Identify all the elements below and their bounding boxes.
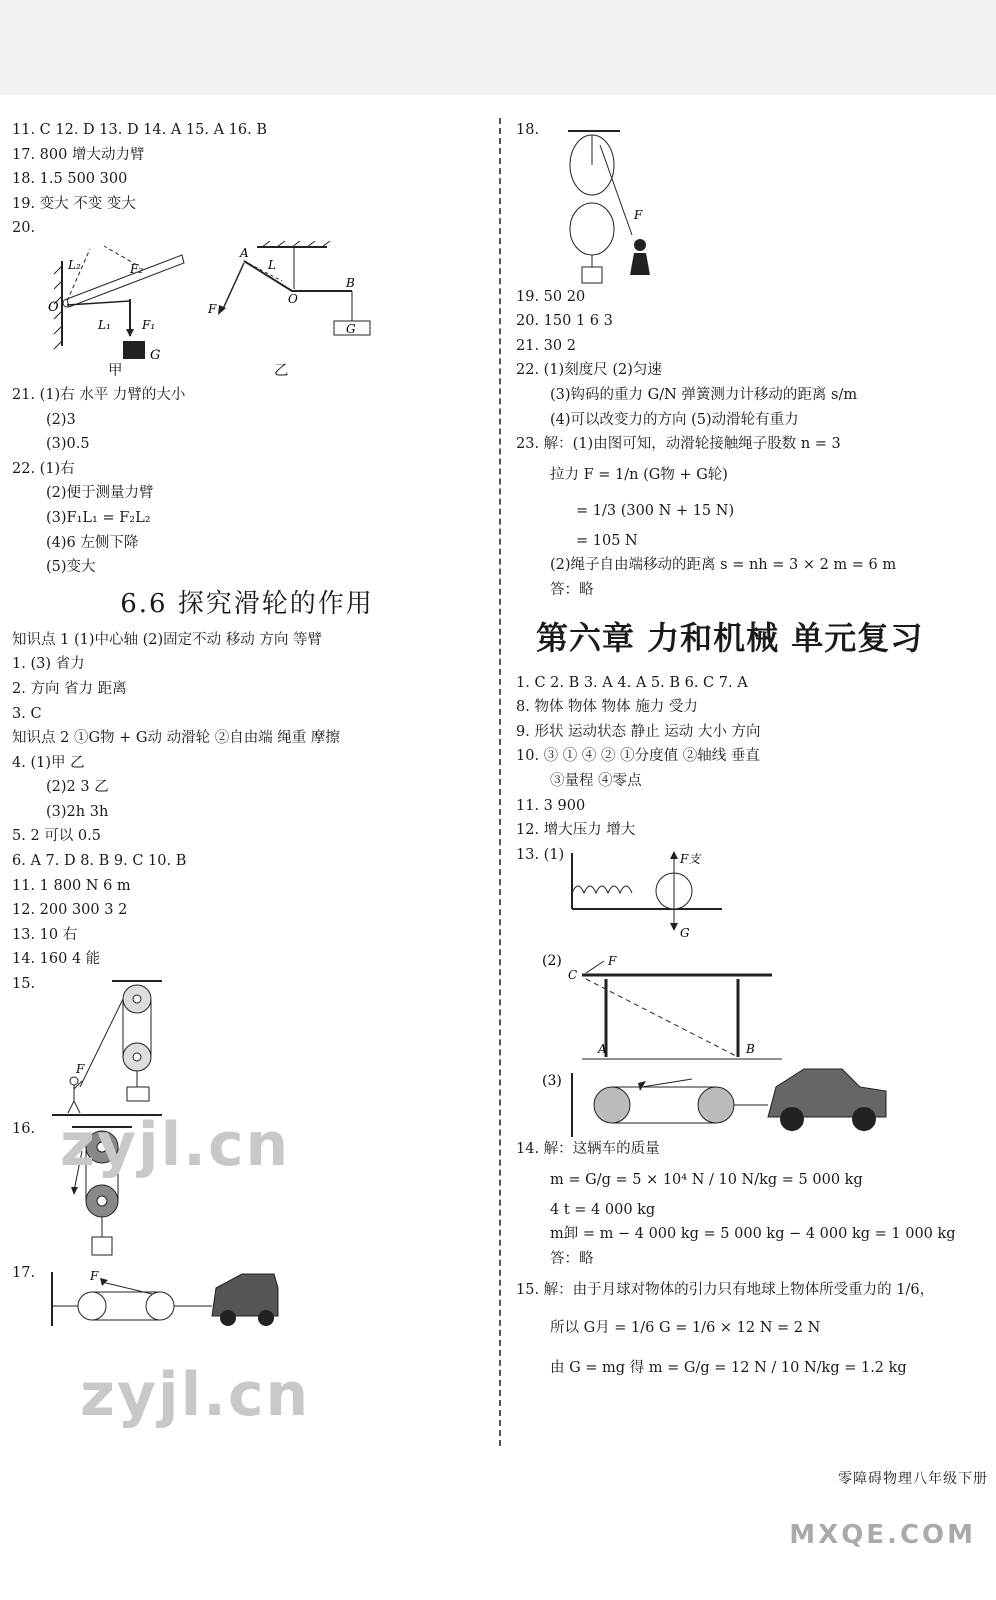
corner-watermark: MXQE.COM	[789, 1520, 976, 1550]
answer-line: 18. 1.5 500 300	[12, 171, 128, 188]
footer-book-title: 零障碍物理八年级下册	[838, 1471, 988, 1487]
calc-line: = 1/3 (300 N + 15 N)	[576, 502, 735, 519]
svg-text:F₁: F₁	[142, 317, 156, 332]
answer-line: 9. 形状 运动状态 静止 运动 大小 方向	[516, 723, 761, 740]
svg-text:F: F	[634, 207, 643, 222]
answer-line: (2)绳子自由端移动的距离 s = nh = 3 × 2 m = 6 m	[550, 557, 897, 574]
pulley-figure-18	[540, 125, 740, 285]
answer-line: (2)2 3 乙	[46, 779, 109, 796]
answer-line: 答：略	[550, 1251, 594, 1268]
answer-line: 8. 物体 物体 物体 施力 受力	[516, 699, 698, 716]
svg-text:L₁: L₁	[98, 317, 111, 332]
header-band	[0, 0, 996, 95]
svg-text:A: A	[240, 245, 249, 260]
answer-line: 答：略	[550, 581, 594, 598]
chapter-title: 第六章 力和机械 单元复习	[536, 618, 924, 657]
svg-text:B: B	[346, 275, 355, 290]
answer-line: 13. (1)	[516, 846, 565, 863]
calc-line: m = G/g = 5 × 10⁴ N / 10 N/kg = 5 000 kg	[550, 1171, 863, 1188]
section-title: 6.6 探究滑轮的作用	[120, 588, 374, 619]
svg-text:G: G	[150, 347, 161, 359]
answer-line: 知识点 1 (1)中心轴 (2)固定不动 移动 方向 等臂	[12, 631, 322, 648]
answer-line: 22. (1)右	[12, 460, 75, 477]
answer-line: 23. 解：(1)由图可知，动滑轮接触绳子股数 n = 3	[516, 436, 841, 453]
answer-line: 20.	[12, 220, 36, 237]
svg-text:F支: F支	[680, 852, 701, 867]
answer-line: 20. 150 1 6 3	[516, 313, 613, 330]
calc-line: 拉力 F = 1/n (G物 + G轮)	[550, 466, 728, 483]
answer-line: 5. 2 可以 0.5	[12, 828, 101, 845]
svg-text:G: G	[680, 926, 690, 941]
answer-line: 12. 200 300 3 2	[12, 902, 128, 919]
answer-line: (3)钩码的重力 G/N 弹簧测力计移动的距离 s/m	[550, 386, 858, 403]
figure-labels	[12, 359, 482, 383]
calc-line: 所以 G月 = 1/6 G = 1/6 × 12 N = 2 N	[550, 1319, 821, 1336]
calc-line: = 105 N	[576, 532, 638, 549]
lever-figure-20	[12, 241, 482, 359]
svg-text:F: F	[608, 954, 617, 969]
answer-line: (4)6 左侧下降	[46, 534, 139, 551]
answer-line: 11. 1 800 N 6 m	[12, 877, 131, 894]
answer-line: 19. 变大 不变 变大	[12, 195, 136, 212]
answer-line: 17. 800 增大动力臂	[12, 146, 145, 163]
svg-text:O: O	[48, 299, 59, 315]
answer-line: 21. 30 2	[516, 337, 576, 354]
answer-line: 11. 3 900	[516, 797, 586, 814]
label-yi: 乙	[274, 362, 289, 379]
watermark-2: zyjl.cn	[80, 1360, 311, 1430]
svg-text:L: L	[268, 257, 276, 272]
calc-line: 由 G = mg 得 m = G/g = 12 N / 10 N/kg = 1.2 kg	[550, 1359, 907, 1376]
answer-line: (3)F₁L₁ = F₂L₂	[46, 509, 151, 526]
svg-text:F₂: F₂	[130, 261, 144, 276]
svg-text:F: F	[208, 301, 217, 316]
answer-line: 11. C 12. D 13. D 14. A 15. A 16. B	[12, 122, 268, 138]
svg-text:G: G	[346, 321, 356, 336]
answer-line: 1. (3) 省力	[12, 656, 85, 673]
answer-line: (3)2h 3h	[46, 803, 109, 820]
svg-text:(3): (3)	[542, 1073, 562, 1090]
right-column	[516, 118, 986, 1388]
answer-line: (5)变大	[46, 559, 96, 576]
answer-line: 19. 50 20	[516, 288, 586, 305]
pulley-figure-15	[42, 977, 242, 1117]
svg-text:O: O	[288, 291, 298, 306]
answer-line: 10. ③ ① ④ ② ①分度值 ②轴线 垂直	[516, 748, 760, 765]
answer-line: 14. 160 4 能	[12, 951, 101, 968]
answer-line: 知识点 2 ①G物 + G动 动滑轮 ②自由端 绳重 摩擦	[12, 730, 340, 747]
answer-line: 21. (1)右 水平 力臂的大小	[12, 386, 186, 403]
answer-line: (3)0.5	[46, 436, 90, 453]
answer-line: (2)3	[46, 411, 76, 428]
svg-text:(2): (2)	[542, 953, 562, 970]
label-jia: 甲	[108, 362, 123, 379]
answer-line: 18.	[516, 122, 540, 138]
svg-text:L₂: L₂	[68, 257, 81, 272]
answer-line: 22. (1)刻度尺 (2)匀速	[516, 362, 662, 379]
answer-line: 12. 增大压力 增大	[516, 822, 636, 839]
svg-text:B: B	[746, 1042, 755, 1057]
column-divider	[499, 118, 501, 1446]
answer-line: 1. C 2. B 3. A 4. A 5. B 6. C 7. A	[516, 674, 748, 691]
svg-text:A: A	[598, 1042, 607, 1057]
answer-line: 17.	[12, 1265, 36, 1282]
watermark-1: zyjl.cn	[60, 1110, 291, 1180]
answer-line: 2. 方向 省力 距离	[12, 680, 127, 697]
force-diagrams-13	[542, 847, 962, 1137]
answer-line: 6. A 7. D 8. B 9. C 10. B	[12, 853, 187, 870]
svg-text:F: F	[90, 1268, 99, 1283]
answer-line: 3. C	[12, 705, 42, 722]
calc-line: m卸 = m − 4 000 kg = 5 000 kg − 4 000 kg = 1 000 kg	[550, 1226, 956, 1243]
answer-line: 4. (1)甲 乙	[12, 754, 85, 771]
answer-line: (4)可以改变力的方向 (5)动滑轮有重力	[550, 411, 799, 428]
answer-line: ③量程 ④零点	[550, 772, 642, 789]
answer-line: 14. 解：这辆车的质量	[516, 1141, 660, 1158]
answer-line: 15. 解：由于月球对物体的引力只有地球上物体所受重力的 1/6，	[516, 1281, 935, 1298]
svg-text:C: C	[568, 968, 578, 983]
answer-line: (2)便于测量力臂	[46, 485, 154, 502]
answer-line: 16.	[12, 1120, 36, 1137]
svg-text:F: F	[76, 1061, 85, 1076]
pulley-car-figure-17	[42, 1266, 342, 1346]
calc-line: 4 t = 4 000 kg	[550, 1201, 656, 1218]
answer-line: 13. 10 右	[12, 926, 78, 943]
lever-diagrams	[12, 241, 482, 359]
answer-line: 15.	[12, 976, 36, 993]
